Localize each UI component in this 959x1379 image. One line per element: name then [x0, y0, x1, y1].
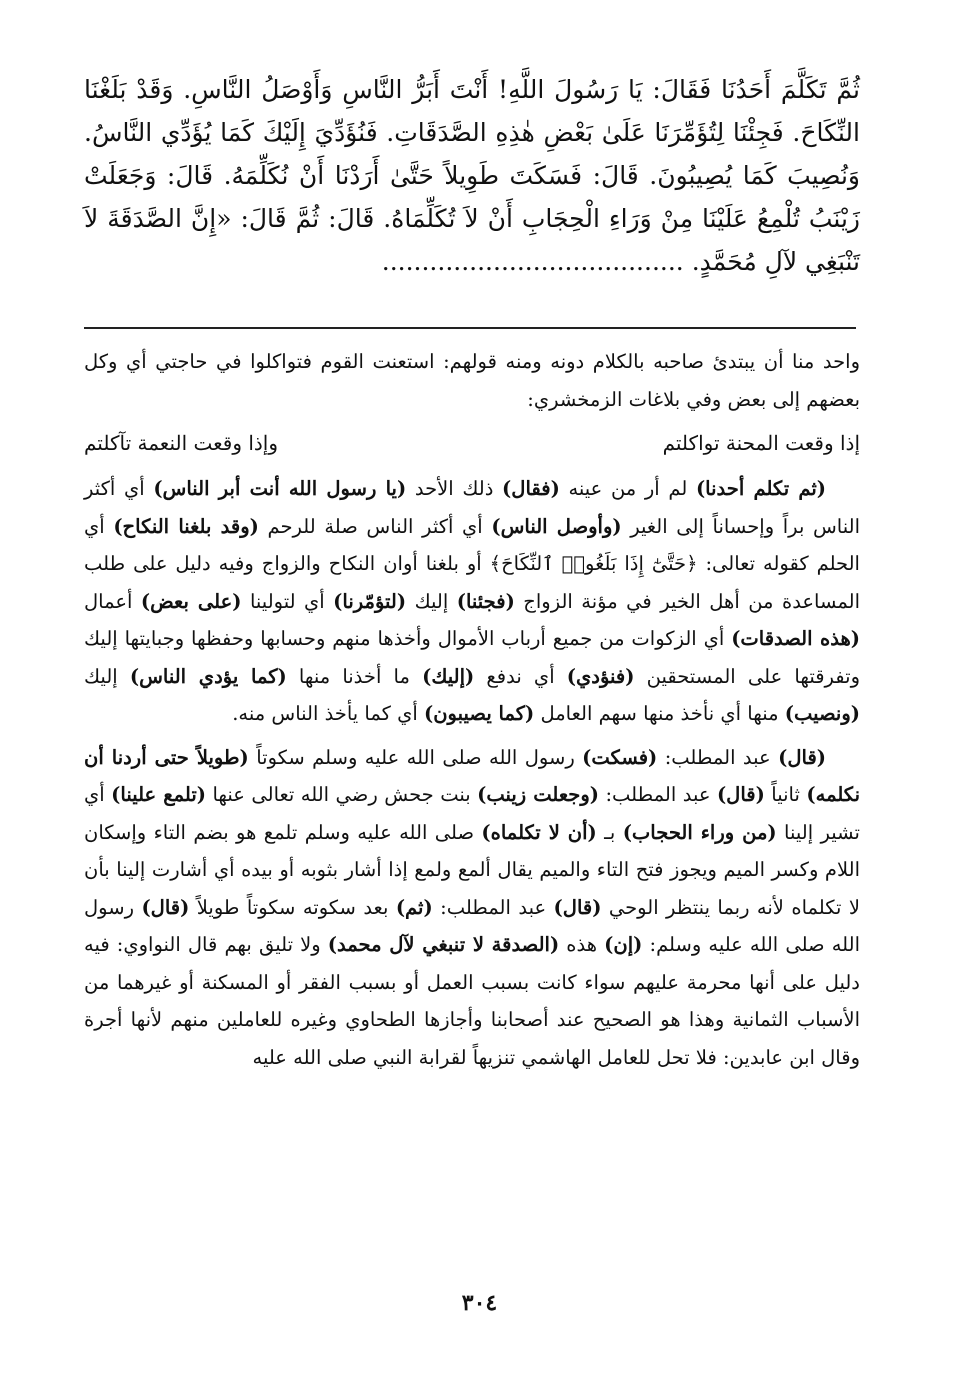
- gloss: عبد المطلب:: [657, 745, 779, 769]
- gloss: رسول الله صلى الله عليه وسلم:: [84, 895, 860, 956]
- gloss: منها أي نأخذ منها سهم العامل: [534, 702, 785, 725]
- gloss: بعد سكوته سكوتاً طويلاً: [189, 895, 396, 919]
- lemma: (ونصيب): [784, 702, 860, 725]
- lemma: (قال): [553, 895, 602, 919]
- lemma: (قال): [141, 895, 190, 919]
- gloss: أي ندفع: [474, 664, 567, 688]
- gloss: أي تشير إلينا: [84, 783, 860, 844]
- gloss: هذه: [559, 933, 605, 956]
- lemma: (قال): [716, 783, 765, 806]
- hadith-ellipsis: ......................................: [381, 247, 684, 276]
- gloss: ذلك الأحد: [406, 477, 503, 500]
- page-number: ٣٠٤: [461, 1290, 498, 1316]
- lemma: (كما يصيبون): [424, 702, 535, 725]
- gloss: أي الحلم كقوله تعالى:: [84, 514, 860, 575]
- lemma: (كما يؤدي الناس): [129, 664, 287, 688]
- gloss: أي كما يأخذ الناس منه.: [232, 702, 425, 725]
- poetry-verse: [84, 424, 860, 462]
- gloss: إليك: [406, 589, 457, 613]
- commentary-paragraph-1: [84, 470, 860, 733]
- lemma: (طويلاً حتى أردنا أن نكلمه): [84, 745, 860, 806]
- gloss: أعمال: [84, 589, 141, 613]
- gloss: أي أكثر الناس صلة للرحم: [258, 514, 492, 538]
- lemma: (على بعض): [140, 589, 242, 613]
- gloss: عبد المطلب:: [599, 783, 717, 806]
- hadith-text-block: [84, 68, 860, 283]
- document-page: [84, 68, 860, 1082]
- gloss: صلى الله عليه وسلم تلمع هو بضم التاء وإسكان اللام وكسر الميم ويجوز فتح التاء والميم يقال ألمع ولمع إذا أشار بثوبه أو بيده أي أشارت إلينا بأن لا تكلماه لأنه ربما ينتظر الوحي: [84, 820, 860, 919]
- lemma: (أن لا تكلماه): [481, 820, 597, 844]
- quran-quote: ﴿حَتَّىٰٓ إِذَا بَلَغُوا۟ ٱلنِّكَاحَ﴾: [489, 552, 698, 575]
- lemma: (وقد بلغنا النكاح): [113, 514, 259, 538]
- gloss: إليك: [84, 664, 130, 688]
- lemma: (فجئنا): [456, 589, 515, 613]
- gloss: عبد المطلب:: [432, 895, 554, 919]
- lemma: (ثم): [395, 895, 433, 919]
- commentary-paragraph-2: [84, 739, 860, 1077]
- lemma: (لتؤمّرنا): [333, 589, 407, 613]
- lemma: (وجعلت زينب): [477, 783, 599, 806]
- gloss: ولا تليق بهم قال النواوي: فيه دليل على أنها محرمة عليهم سواء كانت بسبب العمل أو بسبب الفقر أو المسكنة أو غيرهما من الأسباب الثمانية وهذا هو الصحيح عند أصحابنا وأجازها الطحاوي وغيره للعاملين منهم لأنها أجرة وقال ابن عابدين: فلا تحل للعامل الهاشمي تنزيهاً لقرابة النبي صلى الله عليه: [84, 933, 860, 1069]
- gloss: لم أر من عينه: [559, 477, 696, 500]
- lemma: (وأوصل الناس): [491, 514, 622, 538]
- gloss: بـ: [596, 820, 623, 844]
- lemma: (قال): [778, 745, 826, 769]
- lemma: (من وراء الحجاب): [622, 820, 777, 844]
- hadith-text: ثُمَّ تَكَلَّمَ أَحَدُنَا فَقَالَ: يَا رَسُولَ اللَّهِ! أَنْتَ أَبَرُّ النَّاسِ وَأَوْصَلُ النَّاسِ. وَقَدْ بَلَغْنَا النِّكَاحَ. فَجِئْنَا لِتُؤَمِّرَنَا عَلَىٰ بَعْضِ هٰذِهِ الصَّدَقَاتِ. فَنُؤَدِّيَ إِلَيْكَ كَمَا يُؤَدِّي النَّاسُ. وَنُصِيبَ كَمَا يُصِيبُونَ. قَالَ: فَسَكَتَ طَوِيلاً حَتَّىٰ أَرَدْنَا أَنْ نُكَلِّمَهُ. قَالَ: وَجَعَلَتْ زَيْنَبُ تُلْمِعُ عَلَيْنَا مِنْ وَرَاءِ الْحِجَابِ أَنْ لاَ تُكَلِّمَاهُ. قَالَ: ثُمَّ قَالَ: «إِنَّ الصَّدَقَةَ لاَ تَنْبَغِي لآلِ مُحَمَّدٍ.: [84, 75, 860, 276]
- verse-first-hemistich: إذا وقعت المحنة تواكلتم: [662, 431, 860, 455]
- lemma: (فسكت): [582, 745, 658, 769]
- gloss: بنت جحش رضي الله تعالى عنها: [206, 783, 478, 806]
- footnote-separator: [84, 327, 856, 329]
- gloss: رسول الله صلى الله عليه وسلم سكوتاً: [248, 745, 583, 769]
- lemma: (الصدقة لا تنبغي لآل محمد): [327, 933, 560, 956]
- gloss: أي لتولينا: [241, 589, 334, 613]
- lemma: (هذه الصدقات): [731, 627, 860, 650]
- lemma: (تلمع علينا): [111, 783, 206, 806]
- gloss: أي الزكوات من جميع أرباب الأموال وأخذها منهم وحسابها وحفظها وجبايتها إليك وتفرقتها على المستحقين: [84, 627, 860, 688]
- lemma: (فنؤدي): [566, 664, 635, 688]
- gloss: أو بلغنا أوان النكاح والزواج وفيه دليل على طلب المساعدة من أهل الخير في مؤنة الزواج: [84, 552, 861, 613]
- lemma: (إليك): [422, 664, 475, 688]
- lemma: (فقال): [502, 477, 560, 500]
- lemma: (إن): [604, 933, 643, 956]
- verse-second-hemistich: وإذا وقعت النعمة تآكلتم: [84, 431, 279, 455]
- footnote-intro: واحد منا أن يبتدئ صاحبه بالكلام دونه ومنه قولهم: استعنت القوم فتواكلوا في حاجتي أي وكل بعضهم إلى بعض وفي بلاغات الزمخشري:: [84, 350, 860, 411]
- gloss: أي أكثر الناس براً وإحساناً إلى الغير: [84, 477, 860, 538]
- gloss: ما أخذنا منها: [286, 664, 423, 688]
- lemma: (يا رسول الله أنت أبر الناس): [153, 477, 407, 500]
- lemma: (ثم تكلم أحدنا): [695, 477, 826, 500]
- commentary-block: [84, 343, 860, 1076]
- gloss: ثانياً: [764, 783, 807, 806]
